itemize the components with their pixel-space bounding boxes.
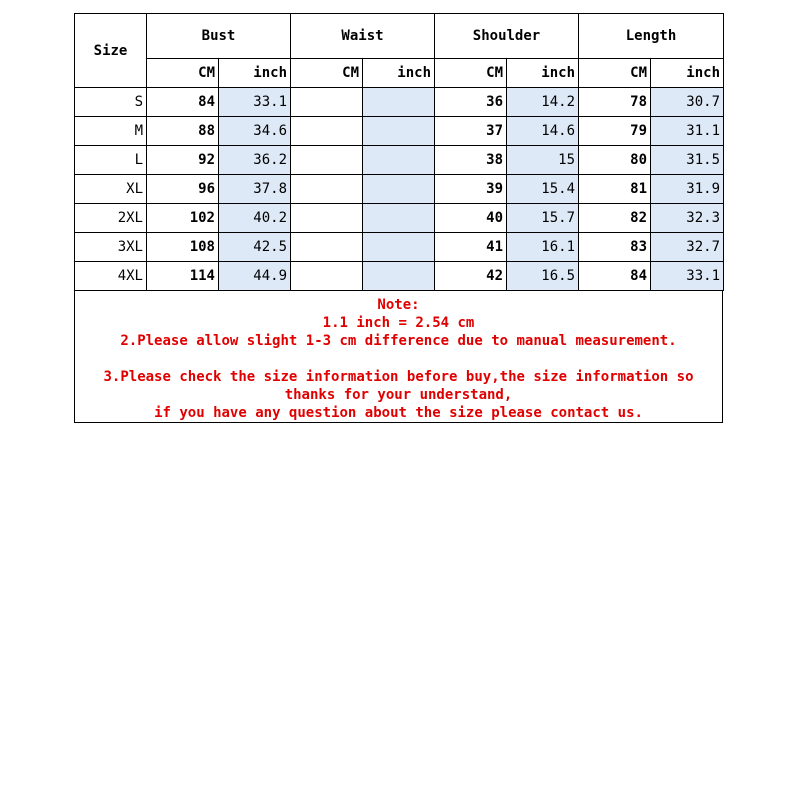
size-header: Size — [75, 14, 147, 88]
cell-waist-cm — [291, 175, 363, 204]
unit-cm-header: CM — [579, 59, 651, 88]
cell-length-cm: 82 — [579, 204, 651, 233]
cell-waist-in — [363, 175, 435, 204]
cell-length-cm: 81 — [579, 175, 651, 204]
cell-shoulder-in: 15.4 — [507, 175, 579, 204]
cell-shoulder-cm: 37 — [435, 117, 507, 146]
cell-bust-in: 34.6 — [219, 117, 291, 146]
note-title: Note: — [377, 297, 420, 313]
cell-bust-in: 40.2 — [219, 204, 291, 233]
cell-waist-cm — [291, 146, 363, 175]
cell-shoulder-cm: 36 — [435, 88, 507, 117]
cell-bust-cm: 92 — [147, 146, 219, 175]
cell-waist-in — [363, 88, 435, 117]
note-line: 2.Please allow slight 1-3 cm difference due to manual measurement. — [120, 333, 677, 349]
cell-length-cm: 79 — [579, 117, 651, 146]
cell-bust-cm: 96 — [147, 175, 219, 204]
cell-length-in: 32.3 — [651, 204, 724, 233]
cell-shoulder-in: 16.5 — [507, 262, 579, 291]
unit-inch-header: inch — [363, 59, 435, 88]
cell-bust-in: 36.2 — [219, 146, 291, 175]
size-rows — [75, 88, 724, 291]
cell-bust-in: 42.5 — [219, 233, 291, 262]
cell-length-cm: 80 — [579, 146, 651, 175]
waist-header: Waist — [291, 14, 435, 59]
table-row — [75, 262, 724, 291]
size-chart — [74, 13, 723, 423]
cell-length-in: 30.7 — [651, 88, 724, 117]
cell-size: 3XL — [75, 233, 147, 262]
cell-waist-cm — [291, 262, 363, 291]
cell-shoulder-cm: 39 — [435, 175, 507, 204]
cell-waist-cm — [291, 88, 363, 117]
cell-length-in: 31.5 — [651, 146, 724, 175]
cell-shoulder-in: 14.6 — [507, 117, 579, 146]
cell-waist-in — [363, 233, 435, 262]
note-line: if you have any question about the size please contact us. — [154, 405, 643, 421]
cell-length-cm: 78 — [579, 88, 651, 117]
cell-length-in: 31.9 — [651, 175, 724, 204]
cell-size: L — [75, 146, 147, 175]
note-line: thanks for your understand, — [284, 387, 513, 403]
table-row — [75, 204, 724, 233]
cell-bust-cm: 84 — [147, 88, 219, 117]
cell-bust-in: 33.1 — [219, 88, 291, 117]
cell-size: 4XL — [75, 262, 147, 291]
unit-cm-header: CM — [435, 59, 507, 88]
unit-cm-header: CM — [291, 59, 363, 88]
cell-bust-in: 37.8 — [219, 175, 291, 204]
cell-bust-in: 44.9 — [219, 262, 291, 291]
cell-shoulder-in: 15.7 — [507, 204, 579, 233]
cell-length-in: 33.1 — [651, 262, 724, 291]
cell-length-cm: 84 — [579, 262, 651, 291]
length-header: Length — [579, 14, 724, 59]
note-line: 1.1 inch = 2.54 cm — [322, 315, 475, 331]
unit-cm-header: CM — [147, 59, 219, 88]
cell-shoulder-in: 15 — [507, 146, 579, 175]
note-line: 3.Please check the size information before buy,the size information so — [103, 369, 694, 385]
cell-shoulder-cm: 40 — [435, 204, 507, 233]
note-line — [75, 350, 722, 368]
cell-size: XL — [75, 175, 147, 204]
cell-shoulder-cm: 41 — [435, 233, 507, 262]
cell-bust-cm: 102 — [147, 204, 219, 233]
cell-waist-in — [363, 117, 435, 146]
cell-waist-cm — [291, 233, 363, 262]
cell-shoulder-cm: 42 — [435, 262, 507, 291]
cell-bust-cm: 88 — [147, 117, 219, 146]
table-row — [75, 233, 724, 262]
cell-waist-cm — [291, 204, 363, 233]
cell-size: S — [75, 88, 147, 117]
note-box — [74, 291, 723, 423]
cell-shoulder-in: 16.1 — [507, 233, 579, 262]
unit-inch-header: inch — [507, 59, 579, 88]
cell-length-in: 31.1 — [651, 117, 724, 146]
unit-inch-header: inch — [651, 59, 724, 88]
cell-shoulder-in: 14.2 — [507, 88, 579, 117]
table-row — [75, 117, 724, 146]
cell-bust-cm: 108 — [147, 233, 219, 262]
cell-size: 2XL — [75, 204, 147, 233]
cell-bust-cm: 114 — [147, 262, 219, 291]
table-row — [75, 175, 724, 204]
cell-waist-in — [363, 204, 435, 233]
cell-waist-in — [363, 262, 435, 291]
unit-inch-header: inch — [219, 59, 291, 88]
cell-size: M — [75, 117, 147, 146]
cell-length-cm: 83 — [579, 233, 651, 262]
cell-shoulder-cm: 38 — [435, 146, 507, 175]
size-table — [74, 13, 724, 291]
table-row — [75, 88, 724, 117]
table-row — [75, 146, 724, 175]
bust-header: Bust — [147, 14, 291, 59]
cell-length-in: 32.7 — [651, 233, 724, 262]
cell-waist-in — [363, 146, 435, 175]
shoulder-header: Shoulder — [435, 14, 579, 59]
cell-waist-cm — [291, 117, 363, 146]
